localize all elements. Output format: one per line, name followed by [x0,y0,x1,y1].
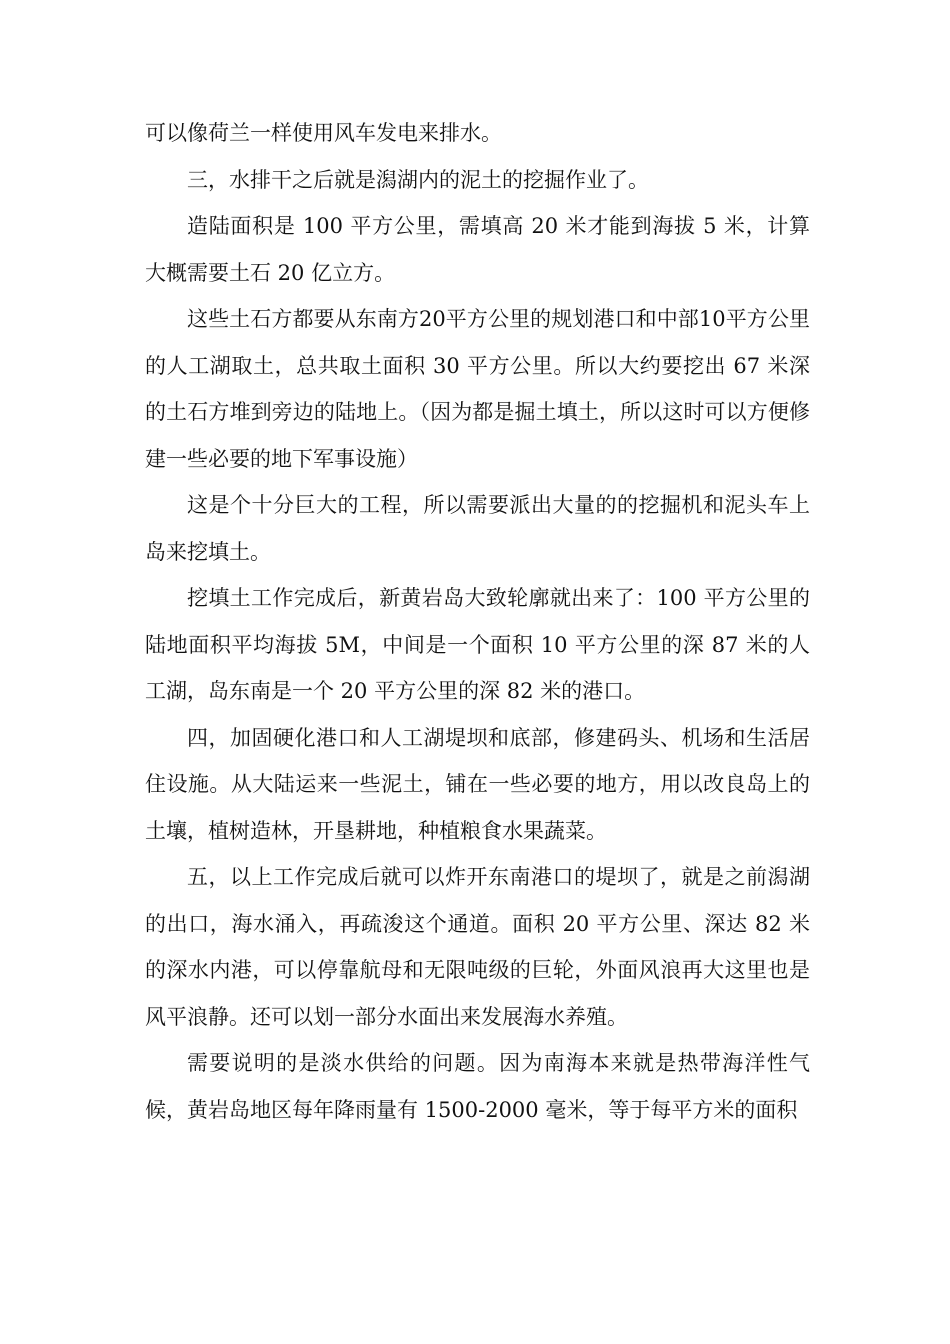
paragraph: 三，水排干之后就是潟湖内的泥土的挖掘作业了。 [187,167,649,192]
paragraph: 这些土石方都要从东南方20平方公里的规划港口和中部10平方公里的人工湖取土，总共取土面积 30 平方公里。所以大约要挖出 67 米深的土石方堆到旁边的陆地上。（因为都是掘土填土，所以这时可以方便修建一些必要的地下军事设施） [145,307,810,471]
paragraph: 五，以上工作完成后就可以炸开东南港口的堤坝了，就是之前潟湖的出口，海水涌入，再疏浚这个通道。面积 20 平方公里、深达 82 米的深水内港，可以停靠航母和无限吨级的巨轮，外面风浪再大这里也是风平浪静。还可以划一部分水面出来发展海水养殖。 [145,865,810,1029]
paragraph: 挖填土工作完成后，新黄岩岛大致轮廓就出来了：100 平方公里的陆地面积平均海拔 5M，中间是一个面积 10 平方公里的深 87 米的人工湖，岛东南是一个 20 平方公里的深 82 米的港口。 [145,586,810,703]
paragraph: 需要说明的是淡水供给的问题。因为南海本来就是热带海洋性气候，黄岩岛地区每年降雨量有 1500-2000 毫米，等于每平方米的面积 [145,1051,810,1122]
paragraph: 四，加固硬化港口和人工湖堤坝和底部，修建码头、机场和生活居住设施。从大陆运来一些泥土，铺在一些必要的地方，用以改良岛上的土壤，植树造林，开垦耕地，种植粮食水果蔬菜。 [145,725,810,843]
paragraph: 这是个十分巨大的工程，所以需要派出大量的的挖掘机和泥头车上岛来挖填土。 [145,493,810,564]
document-page [145,110,810,1133]
paragraph: 造陆面积是 100 平方公里，需填高 20 米才能到海拔 5 米，计算大概需要土石 20 亿立方。 [145,214,810,285]
paragraph: 可以像荷兰一样使用风车发电来排水。 [145,121,502,145]
